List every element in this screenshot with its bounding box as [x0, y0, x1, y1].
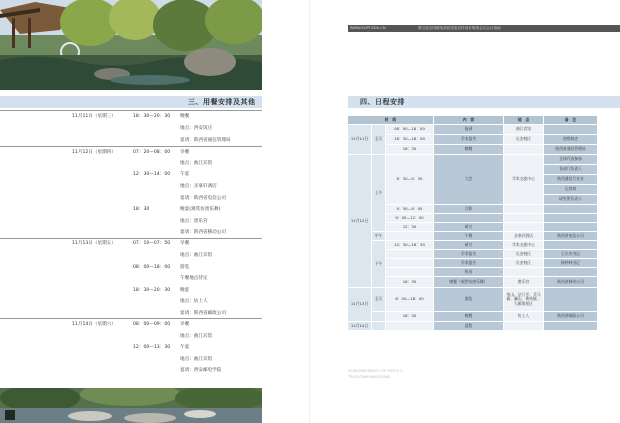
- time-cell: [386, 322, 434, 331]
- note-cell: 陕西通信行业各: [544, 175, 598, 185]
- schedule-header-row: [348, 116, 598, 125]
- content-cell: 游览: [434, 288, 504, 312]
- half-cell: [372, 322, 386, 331]
- table-row: [348, 259, 598, 268]
- entry-text: 午餐地点待定: [180, 276, 208, 281]
- entry-text: 地点：圣豪轩酒店: [180, 184, 217, 189]
- entry-text: 地点：曲江宾馆: [180, 357, 213, 362]
- footer-english-line1: XI'AN UNIVERSITY OF POSTS &: [348, 369, 404, 373]
- entry-text: 地点：曲江宾馆: [180, 334, 213, 339]
- note-cell: [544, 205, 598, 214]
- content-cell: 大会: [434, 155, 504, 205]
- entry-text: 宴请：陕西省移动公司: [180, 230, 226, 235]
- entry-text: 早餐: [180, 241, 190, 246]
- day-date: 11月12日（星期四）: [72, 150, 116, 155]
- col-header-content: 内 容: [434, 116, 504, 125]
- time-cell: 08：00—18：00: [386, 125, 434, 135]
- content-cell: 研讨: [434, 241, 504, 250]
- content-cell: 晚餐: [434, 312, 504, 322]
- entry-text: 地点：曲江宾馆: [180, 161, 213, 166]
- entry-text: 地点：西安饭庄: [180, 126, 213, 131]
- note-cell: [544, 214, 598, 223]
- day-date: 11月11日（星期三）: [72, 114, 116, 119]
- place-cell: 长安校区: [504, 250, 544, 259]
- table-row: [348, 145, 598, 155]
- note-cell: [544, 241, 598, 250]
- table-row: [348, 125, 598, 135]
- note-cell: 陕西省移动公司: [544, 277, 598, 288]
- content-cell: 晚餐（观赏仿唐乐舞）: [434, 277, 504, 288]
- table-row: [348, 214, 598, 223]
- time-cell: 18：30: [386, 312, 434, 322]
- note-cell: 杨仲林书记: [544, 259, 598, 268]
- place-cell: [504, 205, 544, 214]
- entry-time: 08：00—09：00: [133, 322, 171, 327]
- entry-text: 午宴: [180, 345, 190, 350]
- header-url: WWW.XUPT.EDU.CN: [350, 26, 386, 30]
- note-cell: 研究所负责人: [544, 195, 598, 205]
- entry-time: 08：00—18：00: [133, 265, 171, 270]
- footer-english-line2: TELECOMMUNICATIONS: [348, 375, 391, 379]
- table-row: [348, 135, 598, 145]
- entry-text: 晚宴(观赏仿唐乐舞): [180, 207, 221, 212]
- table-row: [348, 268, 598, 277]
- half-cell: 下午: [372, 241, 386, 288]
- date-cell: 11月14日: [348, 322, 372, 331]
- table-row: [348, 312, 598, 322]
- date-cell: 11月13日: [348, 288, 372, 322]
- table-row: [348, 205, 598, 214]
- note-cell: [544, 288, 598, 312]
- note-cell: [544, 223, 598, 232]
- entry-text: 宴请：陕西省电信公司: [180, 196, 226, 201]
- time-cell: 9：45—12：00: [386, 214, 434, 223]
- content-cell: 合影: [434, 205, 504, 214]
- content-cell: 学术报告: [434, 250, 504, 259]
- entry-text: 地点：坊上人: [180, 299, 208, 304]
- time-cell: 9：30—9：45: [386, 205, 434, 214]
- note-cell: [544, 125, 598, 135]
- content-cell: [434, 214, 504, 223]
- table-row: [348, 232, 598, 241]
- time-cell: 18：30: [386, 277, 434, 288]
- day-divider: [0, 110, 262, 111]
- place-cell: [504, 268, 544, 277]
- entry-time: 12：00—13：30: [133, 345, 171, 350]
- right-page: [310, 0, 620, 423]
- table-row: [348, 223, 598, 232]
- half-cell: 上午: [372, 155, 386, 232]
- entry-text: 晚宴: [180, 288, 190, 293]
- content-cell: 晚餐: [434, 145, 504, 155]
- place-cell: 唐乐宫: [504, 277, 544, 288]
- note-cell: 全体代表参加: [544, 155, 598, 165]
- garden-photo-bottom: [0, 388, 262, 423]
- half-cell: 中午: [372, 232, 386, 241]
- entry-time: 18：30: [133, 207, 150, 212]
- half-cell: [372, 312, 386, 322]
- entry-text: 宴请：陕西省通信管理局: [180, 138, 231, 143]
- content-cell: 研讨: [434, 223, 504, 232]
- day-divider: [0, 318, 262, 319]
- entry-text: 晚餐: [180, 114, 190, 119]
- schedule-heading: 四、日程安排: [360, 98, 405, 106]
- time-cell: [386, 232, 434, 241]
- entry-time: 18：30—20：30: [133, 288, 171, 293]
- entry-text: 地点：唐乐宫: [180, 219, 208, 224]
- day-date: 11月14日（星期六）: [72, 322, 116, 327]
- half-cell: 全天: [372, 288, 386, 312]
- col-header-place: 地 点: [504, 116, 544, 125]
- note-cell: 视察校史: [544, 135, 598, 145]
- note-cell: 陕西省通信管理局: [544, 145, 598, 155]
- time-cell: 12：30: [386, 223, 434, 232]
- table-row: [348, 250, 598, 259]
- note-cell: 运营商: [544, 185, 598, 195]
- place-cell: [504, 145, 544, 155]
- note-cell: 各部门负责人: [544, 165, 598, 175]
- time-cell: [386, 259, 434, 268]
- note-cell: 陕西省电信公司: [544, 232, 598, 241]
- place-cell: [504, 214, 544, 223]
- note-cell: 王宗杰书记: [544, 250, 598, 259]
- date-cell: 11月11日: [348, 125, 372, 155]
- place-cell: 长安校区: [504, 259, 544, 268]
- dining-heading: 三、用餐安排及其他: [188, 98, 256, 106]
- note-cell: [544, 268, 598, 277]
- day-divider: [0, 146, 262, 147]
- entry-text: 早餐: [180, 150, 190, 155]
- time-cell: 8：00—18：00: [386, 288, 434, 312]
- content-cell: 学术报告: [434, 259, 504, 268]
- entry-time: 12：30—14：00: [133, 172, 171, 177]
- entry-text: 午宴: [180, 172, 190, 177]
- place-cell: 学术交流中心: [504, 155, 544, 205]
- table-row: [348, 322, 598, 331]
- date-cell: 11月12日: [348, 155, 372, 288]
- content-cell: 学术报告: [434, 135, 504, 145]
- table-row: [348, 155, 598, 165]
- time-cell: 16：30—18：00: [386, 135, 434, 145]
- entry-time: 07：10—07：50: [133, 241, 171, 246]
- place-cell: 曲江宾馆: [504, 125, 544, 135]
- entry-text: 宴请：西安邮电学院: [180, 368, 222, 373]
- entry-time: 18：30—20：30: [133, 114, 171, 119]
- table-row: [348, 277, 598, 288]
- place-cell: [504, 322, 544, 331]
- place-cell: 圣豪轩酒店: [504, 232, 544, 241]
- garden-photo: [0, 0, 262, 90]
- place-cell: [504, 223, 544, 232]
- col-header-note: 备 注: [544, 116, 598, 125]
- table-row: [348, 241, 598, 250]
- day-date: 11月13日（星期五）: [72, 241, 116, 246]
- time-cell: 18：30: [386, 145, 434, 155]
- place-cell: 长安校区: [504, 135, 544, 145]
- entry-text: 早餐: [180, 322, 190, 327]
- header-title: 第五届全国邮电高校党委宣传部长联席会议会议指南: [418, 26, 501, 30]
- content-cell: 返程: [434, 322, 504, 331]
- time-cell: 14：30—16：30: [386, 241, 434, 250]
- entry-text: 宴请：陕西省邮政公司: [180, 311, 226, 316]
- note-cell: 陕西省邮政公司: [544, 312, 598, 322]
- place-cell: 坊上人: [504, 312, 544, 322]
- content-cell: 报到: [434, 125, 504, 135]
- time-cell: [386, 268, 434, 277]
- place-cell: 华山、法门寺、兵马俑、骊山、黄帝陵、大雁塔景区: [504, 288, 544, 312]
- schedule-table: [347, 115, 598, 331]
- entry-time: 07：20—08：00: [133, 150, 171, 155]
- content-cell: 午餐: [434, 232, 504, 241]
- table-row: [348, 288, 598, 312]
- place-cell: 学术交流中心: [504, 241, 544, 250]
- content-cell: 机动: [434, 268, 504, 277]
- entry-text: 地点：曲江宾馆: [180, 253, 213, 258]
- note-cell: [544, 322, 598, 331]
- half-cell: 全天: [372, 125, 386, 155]
- entry-text: 游览: [180, 265, 190, 270]
- day-divider: [0, 238, 262, 239]
- time-cell: [386, 250, 434, 259]
- time-cell: 8：30—9：30: [386, 155, 434, 205]
- col-header-time: 时 间: [348, 116, 434, 125]
